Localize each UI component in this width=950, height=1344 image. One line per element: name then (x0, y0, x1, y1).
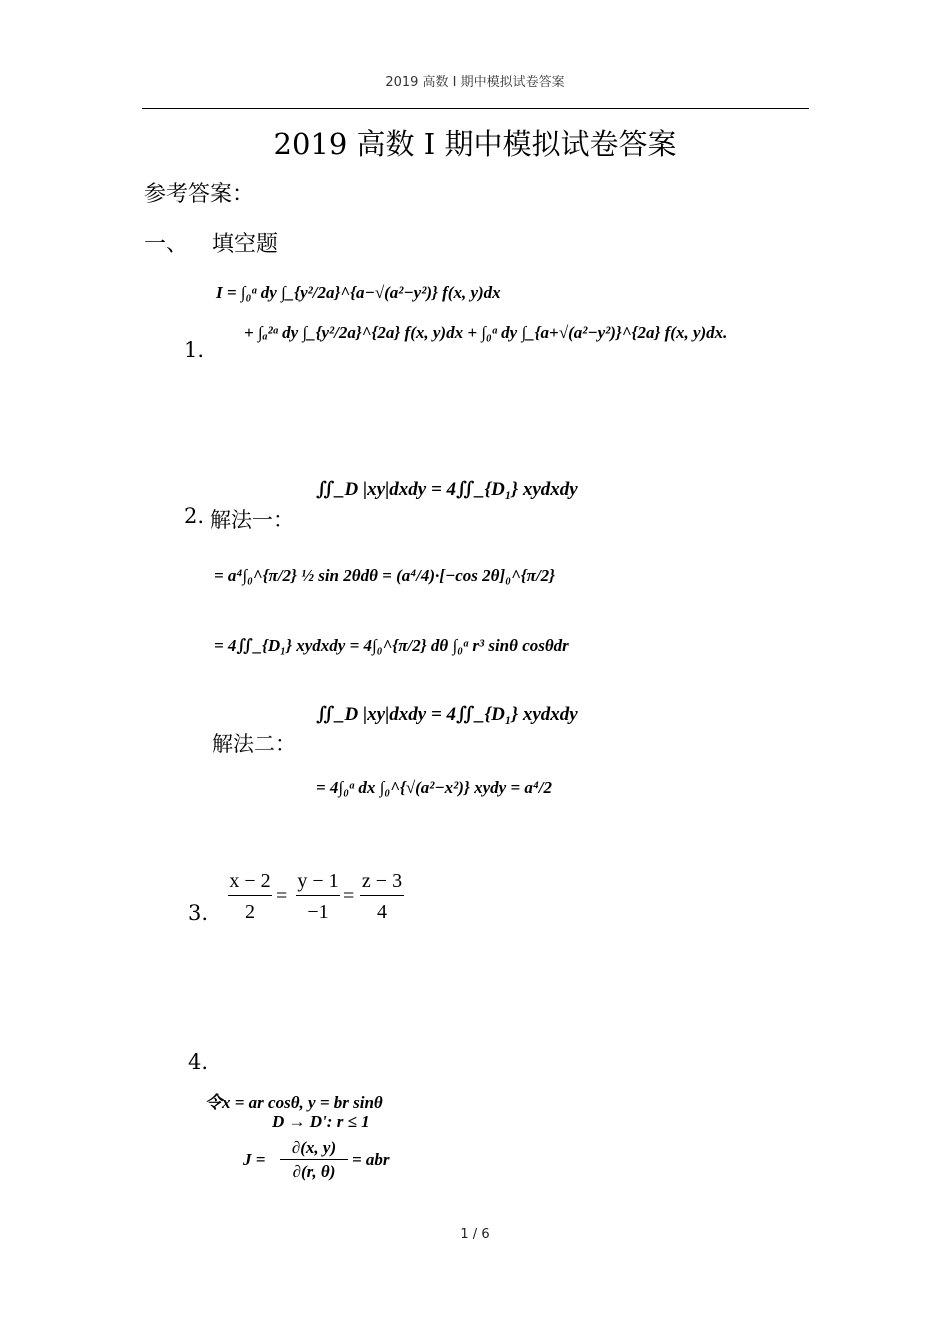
page-title: 2019 高数 I 期中模拟试卷答案 (273, 127, 677, 161)
page-number: 1 / 6 (460, 1227, 490, 1242)
part-one-name: 填空题 (212, 232, 279, 257)
q4-jacobian-denominator: ∂(r, θ) (292, 1162, 336, 1181)
running-header: 2019 高数 I 期中模拟试卷答案 (385, 75, 565, 90)
q3-frac2-numerator: y − 1 (296, 870, 340, 896)
q2-eq3: = 4∬_{D₁} xydxdy = 4∫₀^{π/2} dθ ∫₀ᵃ r³ sinθ cosθdr (214, 636, 569, 655)
q3-frac3-numerator: z − 3 (360, 870, 404, 896)
q3-eq-sign-2: = (343, 885, 355, 907)
q2-method1-label: 解法一： (210, 508, 294, 532)
q2-method2-label: 解法二： (212, 732, 296, 756)
q2-eq5: = 4∫₀ᵃ dx ∫₀^{√(a²−x²)} xydy = a⁴/2 (316, 778, 553, 797)
q4-number: 4. (188, 1050, 209, 1074)
q2-eq4: ∬_D |xy|dxdy = 4∬_{D₁} xydxdy (316, 704, 578, 725)
q4-substitution: 令x = ar cosθ, y = br sinθ (205, 1093, 383, 1112)
q3-frac1-denominator: 2 (245, 901, 255, 923)
header-rule (142, 108, 809, 109)
q3-number: 3. (188, 901, 209, 925)
q3-frac1-numerator: x − 2 (228, 870, 272, 896)
q4-jacobian-numerator: ∂(x, y) (280, 1138, 348, 1160)
q3-eq-sign-1: = (276, 885, 288, 907)
q2-eq2: = a⁴∫₀^{π/2} ½ sin 2θdθ = (a⁴/4)·[−cos 2θ]₀^{π/2} (214, 566, 556, 585)
q1-formula-line2: + ∫ₐ²ᵃ dy ∫_{y²/2a}^{2a} f(x, y)dx + ∫₀ᵃ dy ∫_{a+√(a²−y²)}^{2a} f(x, y)dx. (244, 323, 728, 342)
q2-eq1: ∬_D |xy|dxdy = 4∬_{D₁} xydxdy (316, 479, 578, 500)
q4-jacobian-rhs: = abr (352, 1150, 390, 1169)
q3-frac3-denominator: 4 (377, 901, 387, 923)
section-label: 参考答案： (144, 182, 255, 207)
part-one-label: 一、 (144, 232, 189, 257)
q3-frac2-denominator: −1 (307, 901, 329, 923)
q2-number: 2. (184, 504, 205, 528)
q4-jacobian-lhs: J = (243, 1150, 266, 1169)
q1-formula-line1: I = ∫₀ᵃ dy ∫_{y²/2a}^{a−√(a²−y²)} f(x, y)dx (216, 283, 501, 302)
q1-number: 1. (184, 338, 205, 362)
q4-domain-map: D → D': r ≤ 1 (272, 1112, 370, 1131)
